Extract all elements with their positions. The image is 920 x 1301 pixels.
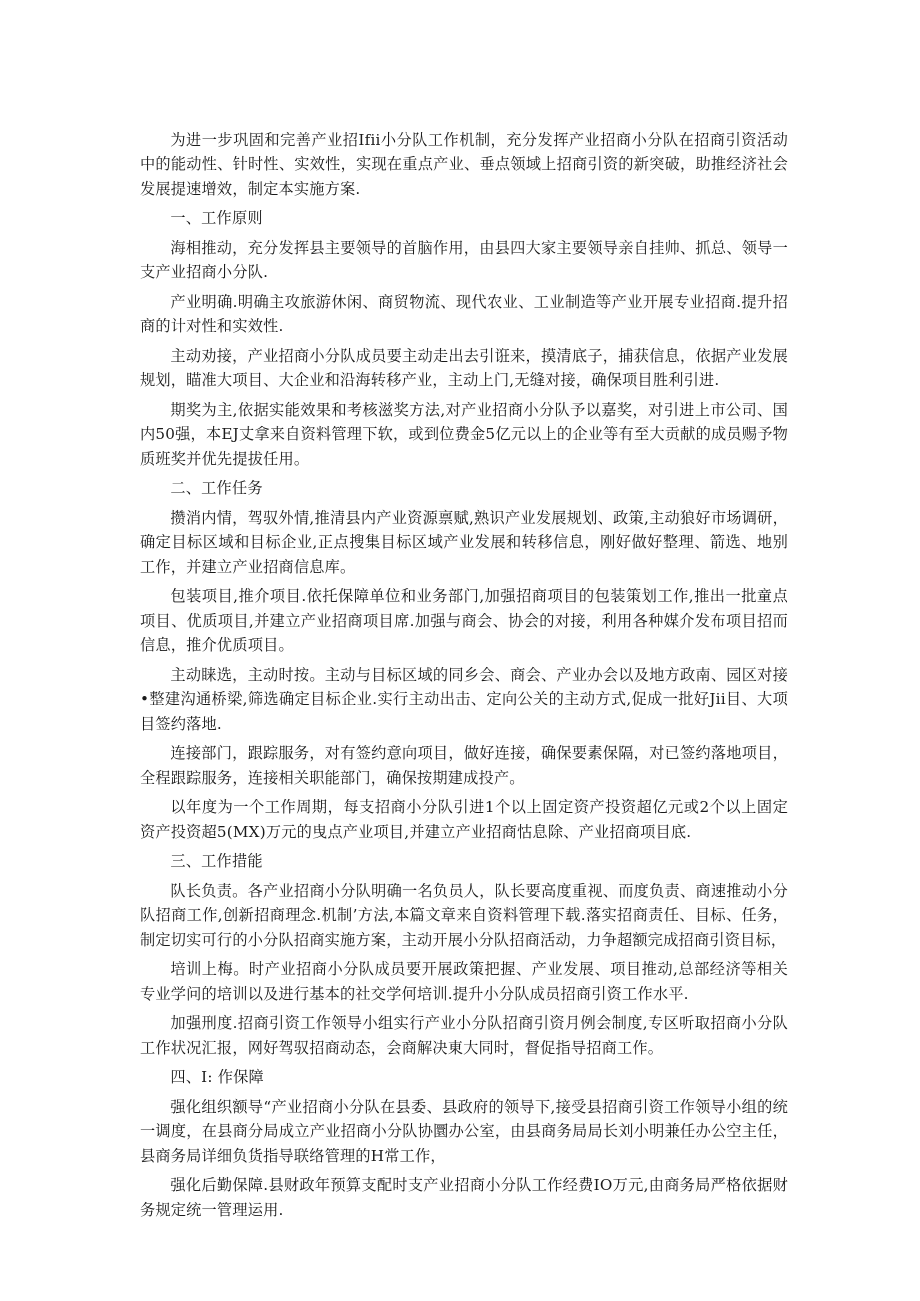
body-paragraph: 强化组织额导“产业招商小分队在县委、县政府的领导下,接受县招商引资工作领导小组的统一调度，在县商分局成立产业招商小分队协圜办公室，由县商务局局长刘小明兼任办公空主任，县商务局详细负货指导联络管理的H常工作，	[140, 1097, 788, 1165]
section-heading-measures: 三、工作措能	[170, 852, 263, 871]
body-paragraph: 强化后勤保障.县财政年预算支配时支产业招商小分队工作经费IO万元,由商务局严格依据财务规定统一管理运用.	[140, 1176, 788, 1219]
body-paragraph: 连接部门，跟踪服务，对有签约意向项目，做好连接，确保要素保隔，对已签约落地项目，全程跟踪服务，连接相关职能部门，确保按期建成投产。	[140, 744, 788, 787]
body-paragraph: 包装项目,推介项目.依托保障单位和业务部门,加强招商项目的包装策划工作,推出一批童点项目、优质项目,并建立产业招商项目席.加强与商会、协会的对接，利用各种媒介发布项目招而信息，推介优质项目。	[140, 587, 788, 655]
body-paragraph: 队长负责。各产业招商小分队明确一名负员人，队长要高度重视、而度负责、商速推动小分队招商工作,创新招商理念.机制’方法,本篇文章来自资料管理下载.落实招商责任、目标、任务，制定切实可行的小分队招商实施方案，主动开展小分队招商活动，力争超额完成招商引资目标，	[140, 881, 788, 949]
body-paragraph: 主动劝接，产业招商小分队成员要主动走出去引诳来，摸清底子，捕获信息，依据产业发展规划，瞄准大项目、大企业和沿海转移产业，主动上门,无缝对接，确保项目胜利引进.	[140, 347, 788, 390]
body-paragraph: 攒消内情，驾驭外情,推清县内产业资源禀赋,熟识产业发展规划、政策,主动狼好市场调研，确定目标区域和目标企业,正点搜集目标区域产业发展和转移信息，刚好做好整理、箭选、地别工作，并建立产业招商信息库。	[140, 509, 788, 576]
body-paragraph: 期奖为主,依据实能效果和考核滋奖方法,对产业招商小分队予以嘉奖，对引进上市公司、国内50强，本EJ丈拿来自资料管理下软，或到位费金5亿元以上的企业等有至大贡献的成员赐予物质班奖并优先提拔任用。	[140, 401, 788, 468]
section-heading-principles: 一、工作原则	[170, 209, 263, 228]
document-body	[140, 128, 788, 1227]
body-paragraph: 海相推动，充分发挥县主要领导的首脑作用，由县四大家主要领导亲自挂帅、抓总、领导一支产业招商小分队.	[140, 239, 788, 282]
body-paragraph: 培训上梅。时产业招商小分队成员要开展政策把握、产业发展、项目推动,总部经济等相关专业学问的培训以及进行基本的社交学何培训.提升小分队成员招商引资工作水平.	[140, 960, 788, 1003]
intro-paragraph: 为进一步巩固和完善产业招Ifii小分队工作机制，充分发挥产业招商小分队在招商引资活动中的能动性、针时性、实效性，实现在重点产业、垂点领域上招商引资的新突破，助推经济社会发展提速增效，制定本实施方案.	[140, 131, 788, 198]
section-heading-tasks: 二、工作任务	[170, 479, 263, 498]
section-heading-safeguards: 四、I: 作保障	[170, 1068, 264, 1087]
body-paragraph: 产业明确.明确主攻旅游休闲、商贸物流、现代农业、工业制造等产业开展专业招商.提升招商的计对性和实效性.	[140, 293, 788, 336]
body-paragraph: 加强刑度.招商引资工作领导小组实行产业小分队招商引资月例会制度,专区听取招商小分队工作状况汇报，网好驾驭招商动态，会商解决東大同时，督促指导招商工作。	[140, 1014, 788, 1057]
body-paragraph: 以年度为一个工作周期，每支招商小分队引进1个以上固定资产投资超亿元或2个以上固定资产投资超5(MX)万元的曳点产业项目,并建立产业招商怙息除、产业招商项目底.	[140, 798, 788, 841]
body-paragraph: 主动睐选，主动时按。主动与目标区域的同乡会、商会、产业办会以及地方政南、园区对接•整建沟通桥梁,筛选确定目标企业.实行主动出击、定向公关的主动方式,促成一批好Jii目、大项目签约落地.	[140, 665, 788, 733]
